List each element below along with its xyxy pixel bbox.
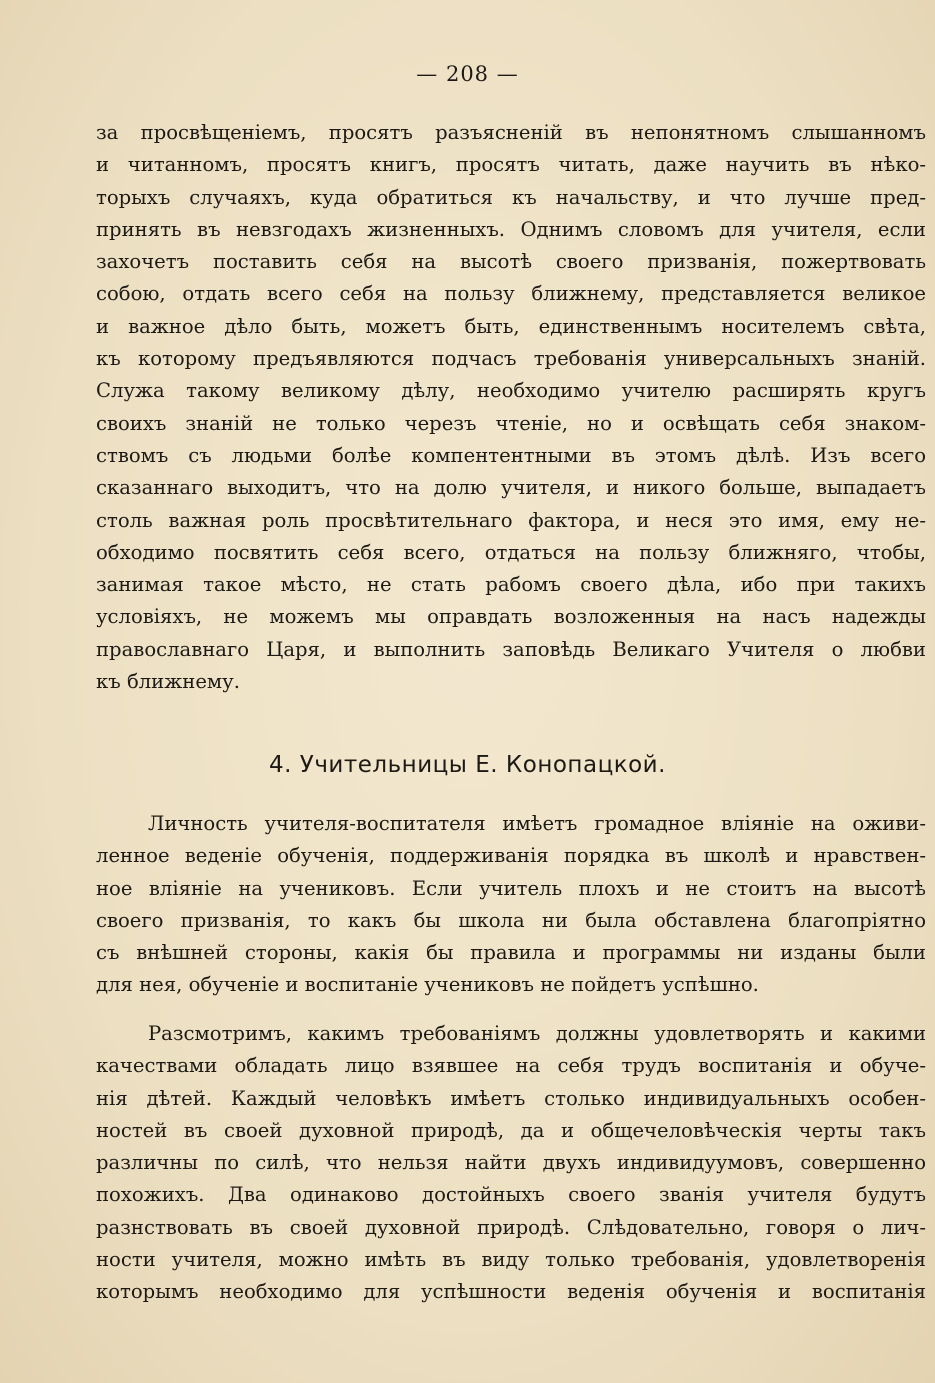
text-line: нія дѣтей. Каждый человѣкъ имѣетъ столько индивидуальныхъ особен- bbox=[96, 1086, 926, 1110]
text-line: занимая такое мѣсто, не стать рабомъ своего дѣла, ибо при такихъ bbox=[96, 573, 926, 597]
text-line: своихъ знаній не только черезъ чтеніе, но и освѣщать себя знаком- bbox=[96, 411, 926, 435]
text-line: къ которому предъявляются подчасъ требованія универсальныхъ знаній. bbox=[96, 347, 926, 371]
text-line: собою, отдать всего себя на пользу ближнему, представляется великое bbox=[96, 282, 926, 306]
paragraph-3 bbox=[96, 1018, 926, 1309]
text-line: похожихъ. Два одинаково достойныхъ своего званія учителя будутъ bbox=[96, 1183, 926, 1207]
text-line: за просвѣщеніемъ, просятъ разъясненій въ непонятномъ слышанномъ bbox=[96, 121, 926, 144]
text-line: которымъ необходимо для успѣшности веденія обученія и воспитанія bbox=[96, 1280, 926, 1304]
text-line: къ ближнему. bbox=[96, 670, 240, 694]
paragraph-1 bbox=[96, 117, 926, 698]
section-heading: 4. Учительницы Е. Конопацкой. bbox=[269, 752, 666, 778]
text-line: разнствовать въ своей духовной природѣ. Слѣдовательно, говоря о лич- bbox=[96, 1215, 926, 1239]
text-line: ствомъ съ людьми болѣе компентентными въ этомъ дѣлѣ. Изъ всего bbox=[96, 443, 926, 467]
text-line: обходимо посвятить себя всего, отдаться на пользу ближняго, чтобы, bbox=[96, 540, 926, 564]
text-line: условіяхъ, не можемъ мы оправдать возложенныя на насъ надежды bbox=[96, 605, 926, 629]
text-line: Служа такому великому дѣлу, необходимо учителю расширять кругъ bbox=[96, 379, 926, 403]
text-line: Личность учителя-воспитателя имѣетъ громадное вліяніе на оживи- bbox=[148, 812, 926, 835]
text-line: православнаго Царя, и выполнить заповѣдь Великаго Учителя о любви bbox=[96, 637, 926, 661]
text-line: захочетъ поставить себя на высотѣ своего призванія, пожертвовать bbox=[96, 250, 926, 274]
text-line: принять въ невзгодахъ жизненныхъ. Однимъ словомъ для учителя, если bbox=[96, 217, 926, 241]
paragraph-2 bbox=[96, 808, 926, 1002]
text-line: различны по силѣ, что нельзя найти двухъ индивидуумовъ, совершенно bbox=[96, 1151, 926, 1175]
text-line: съ внѣшней стороны, какія бы правила и программы ни изданы были bbox=[96, 941, 926, 965]
text-line: торыхъ случаяхъ, куда обратиться къ начальству, и что лучше пред- bbox=[96, 185, 926, 209]
text-line: и важное дѣло быть, можетъ быть, единственнымъ носителемъ свѣта, bbox=[96, 314, 926, 338]
text-line: для нея, обученіе и воспитаніе учениковъ не пойдетъ успѣшно. bbox=[96, 973, 759, 997]
text-line: ленное веденіе обученія, поддерживанія порядка въ школѣ и нравствен- bbox=[96, 844, 926, 868]
text-line: Разсмотримъ, какимъ требованіямъ должны удовлетворять и какими bbox=[148, 1022, 926, 1045]
text-line: ности учителя, можно имѣть въ виду только требованія, удовлетворенія bbox=[96, 1248, 926, 1272]
text-line: своего призванія, то какъ бы школа ни была обставлена благопріятно bbox=[96, 908, 926, 932]
text-line: столь важная роль просвѣтительнаго фактора, и неся это имя, ему не- bbox=[96, 508, 926, 532]
text-line: сказаннаго выходитъ, что на долю учителя, и никого больше, выпадаетъ bbox=[96, 476, 926, 500]
text-line: ное вліяніе на учениковъ. Если учитель плохъ и не стоитъ на высотѣ bbox=[96, 876, 926, 900]
page-number: — 208 — bbox=[416, 62, 519, 86]
text-line: и читанномъ, просятъ книгъ, просятъ читать, даже научить въ нѣко- bbox=[96, 153, 926, 177]
text-line: ностей въ своей духовной природѣ, да и общечеловѣческія черты такъ bbox=[96, 1118, 926, 1142]
text-line: качествами обладать лицо взявшее на себя трудъ воспитанія и обуче- bbox=[96, 1054, 926, 1078]
